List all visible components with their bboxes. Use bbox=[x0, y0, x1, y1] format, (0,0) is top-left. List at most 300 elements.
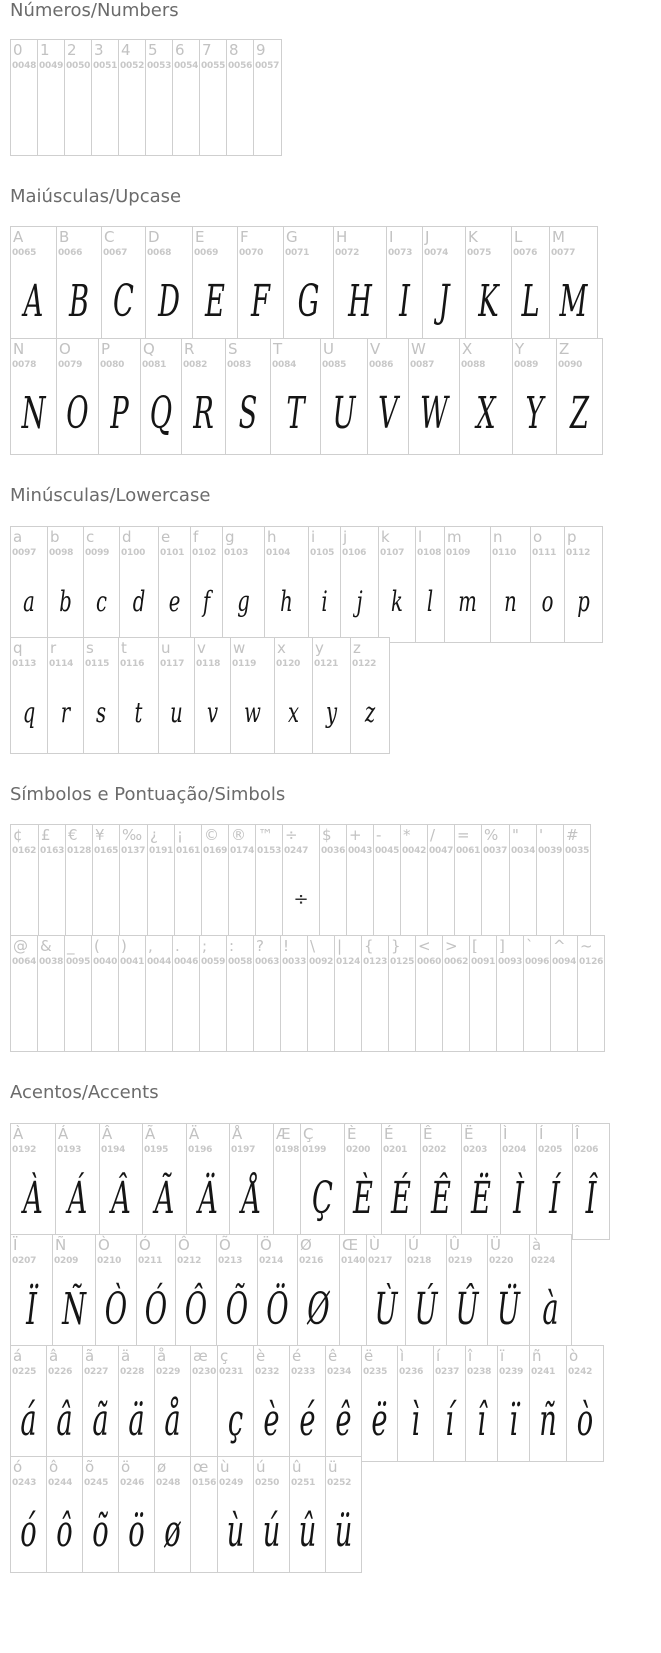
glyph-cell bbox=[566, 1345, 604, 1462]
glyph-cell bbox=[217, 1345, 254, 1462]
glyph-cell bbox=[373, 824, 401, 941]
glyph-sample: ö bbox=[128, 1505, 145, 1557]
glyph-sample: Ö bbox=[266, 1283, 289, 1335]
glyph-sample bbox=[205, 78, 221, 151]
glyph-code-label: 0034 bbox=[511, 846, 536, 856]
glyph-code-label: 0239 bbox=[499, 1367, 524, 1377]
glyph-code-label: 0123 bbox=[363, 957, 388, 967]
glyph-char-label: Î bbox=[575, 1125, 580, 1143]
glyph-sample: h bbox=[280, 584, 293, 618]
glyph-char-label: Ø bbox=[300, 1236, 312, 1254]
glyph-cell bbox=[142, 1123, 187, 1240]
glyph-cell bbox=[490, 526, 531, 643]
glyph-sample: Ù bbox=[374, 1283, 398, 1335]
glyph-cell bbox=[481, 824, 510, 941]
glyph-sample: ò bbox=[576, 1394, 594, 1446]
glyph-code-label: 0106 bbox=[342, 548, 367, 558]
glyph-cell bbox=[46, 1345, 83, 1462]
glyph-cell bbox=[366, 1234, 406, 1351]
glyph-sample bbox=[232, 78, 248, 151]
glyph-sample: ï bbox=[509, 1394, 518, 1446]
glyph-cell bbox=[550, 935, 578, 1052]
glyph-cell bbox=[172, 935, 200, 1052]
glyph-sample bbox=[281, 974, 307, 1047]
glyph-cell bbox=[270, 338, 321, 455]
glyph-char-label: k bbox=[381, 528, 390, 546]
glyph-sample bbox=[259, 78, 276, 151]
glyph-cell bbox=[427, 824, 455, 941]
glyph-code-label: 0210 bbox=[97, 1256, 122, 1266]
glyph-cell bbox=[512, 338, 557, 455]
glyph-char-label: £ bbox=[41, 826, 51, 844]
glyph-cell bbox=[91, 935, 119, 1052]
glyph-char-label: # bbox=[566, 826, 579, 844]
glyph-code-label: 0040 bbox=[93, 957, 118, 967]
glyph-code-label: 0165 bbox=[94, 846, 119, 856]
glyph-char-label: Æ bbox=[276, 1125, 291, 1143]
glyph-char-label: î bbox=[468, 1347, 473, 1365]
glyph-code-label: 0089 bbox=[514, 360, 539, 370]
glyph-sample: à bbox=[542, 1283, 559, 1335]
glyph-sample bbox=[93, 863, 119, 936]
glyph-code-label: 0217 bbox=[368, 1256, 393, 1266]
glyph-char-label: 0 bbox=[13, 41, 23, 59]
glyph-code-label: 0078 bbox=[12, 360, 37, 370]
glyph-cell bbox=[147, 824, 175, 941]
glyph-char-label: A bbox=[13, 228, 24, 246]
glyph-sample: ì bbox=[411, 1394, 420, 1446]
glyph-code-label: 0195 bbox=[144, 1145, 169, 1155]
glyph-cell bbox=[118, 39, 146, 156]
glyph-char-label: æ bbox=[193, 1347, 208, 1365]
glyph-cell bbox=[64, 935, 92, 1052]
glyph-row bbox=[10, 526, 602, 643]
glyph-char-label: ' bbox=[539, 826, 544, 844]
glyph-char-label: ü bbox=[328, 1458, 338, 1476]
glyph-code-label: 0045 bbox=[375, 846, 400, 856]
glyph-char-label: 6 bbox=[175, 41, 185, 59]
glyph-code-label: 0107 bbox=[380, 548, 405, 558]
glyph-sample: k bbox=[391, 584, 403, 618]
glyph-cell bbox=[190, 1456, 218, 1573]
glyph-cell bbox=[98, 338, 141, 455]
glyph-cell bbox=[465, 226, 512, 343]
glyph-sample bbox=[173, 974, 199, 1047]
glyph-cell bbox=[92, 824, 120, 941]
glyph-char-label: í bbox=[436, 1347, 441, 1365]
glyph-char-label: \ bbox=[310, 937, 316, 955]
glyph-char-label: r bbox=[50, 639, 57, 657]
glyph-cell bbox=[386, 226, 423, 343]
glyph-char-label: i bbox=[311, 528, 316, 546]
glyph-code-label: 0121 bbox=[314, 659, 339, 669]
glyph-char-label: ø bbox=[157, 1458, 167, 1476]
glyph-char-label: l bbox=[418, 528, 423, 546]
glyph-row bbox=[10, 338, 602, 455]
glyph-code-label: 0087 bbox=[410, 360, 435, 370]
glyph-cell bbox=[10, 1234, 53, 1351]
glyph-code-label: 0230 bbox=[192, 1367, 217, 1377]
glyph-cell bbox=[367, 338, 409, 455]
glyph-char-label: ‰ bbox=[122, 826, 143, 844]
glyph-sample bbox=[202, 863, 228, 936]
glyph-char-label: Ò bbox=[98, 1236, 110, 1254]
glyph-code-label: 0076 bbox=[513, 248, 538, 258]
glyph-sample bbox=[92, 974, 118, 1047]
glyph-code-label: 0233 bbox=[291, 1367, 316, 1377]
glyph-code-label: 0116 bbox=[120, 659, 145, 669]
glyph-char-label: ô bbox=[49, 1458, 59, 1476]
glyph-cell bbox=[469, 935, 497, 1052]
glyph-code-label: 0072 bbox=[335, 248, 360, 258]
glyph-sample: ÷ bbox=[293, 888, 309, 910]
glyph-sample: Y bbox=[525, 387, 544, 439]
glyph-code-label: 0099 bbox=[85, 548, 110, 558]
glyph-cell bbox=[500, 1123, 537, 1240]
glyph-sample bbox=[229, 863, 255, 936]
glyph-code-label: 0216 bbox=[299, 1256, 324, 1266]
glyph-code-label: 0206 bbox=[574, 1145, 599, 1155]
glyph-cell bbox=[465, 1345, 498, 1462]
glyph-sample: g bbox=[237, 584, 250, 618]
glyph-cell bbox=[10, 1456, 47, 1573]
glyph-sample bbox=[308, 974, 334, 1047]
glyph-cell bbox=[255, 824, 283, 941]
glyph-cell bbox=[10, 338, 57, 455]
glyph-sample: l bbox=[426, 584, 434, 618]
glyph-code-label: 0156 bbox=[192, 1478, 217, 1488]
glyph-char-label: J bbox=[425, 228, 430, 246]
glyph-code-label: 0097 bbox=[12, 548, 37, 558]
glyph-sample: ç bbox=[227, 1394, 244, 1446]
glyph-cell bbox=[118, 1345, 155, 1462]
glyph-code-label: 0065 bbox=[12, 248, 37, 258]
glyph-code-label: 0067 bbox=[103, 248, 128, 258]
glyph-sample: è bbox=[263, 1394, 280, 1446]
glyph-char-label: } bbox=[391, 937, 401, 955]
glyph-cell bbox=[444, 526, 491, 643]
glyph-code-label: 0197 bbox=[231, 1145, 256, 1155]
glyph-sample: ë bbox=[371, 1394, 388, 1446]
glyph-sample: á bbox=[20, 1394, 37, 1446]
glyph-code-label: 0124 bbox=[336, 957, 361, 967]
glyph-char-label: ê bbox=[328, 1347, 338, 1365]
glyph-sample: Â bbox=[111, 1172, 131, 1224]
glyph-sample: w bbox=[244, 695, 261, 729]
glyph-code-label: 0119 bbox=[232, 659, 257, 669]
glyph-code-label: 0201 bbox=[383, 1145, 408, 1155]
glyph-sample: N bbox=[21, 387, 46, 439]
glyph-char-label: ¡ bbox=[177, 826, 184, 844]
glyph-sample bbox=[428, 863, 454, 936]
glyph-sample bbox=[43, 78, 59, 151]
glyph-code-label: 0043 bbox=[348, 846, 373, 856]
glyph-cell bbox=[446, 1234, 488, 1351]
glyph-char-label: Ó bbox=[139, 1236, 151, 1254]
glyph-sample: ä bbox=[128, 1394, 145, 1446]
glyph-code-label: 0200 bbox=[346, 1145, 371, 1155]
glyph-code-label: 0092 bbox=[309, 957, 334, 967]
glyph-sample bbox=[66, 863, 92, 936]
glyph-code-label: 0251 bbox=[291, 1478, 316, 1488]
glyph-char-label: y bbox=[315, 639, 324, 657]
glyph-code-label: 0199 bbox=[302, 1145, 327, 1155]
glyph-cell bbox=[190, 526, 223, 643]
glyph-row bbox=[10, 1234, 571, 1351]
glyph-sample: W bbox=[419, 387, 449, 439]
glyph-char-label: ö bbox=[121, 1458, 131, 1476]
glyph-code-label: 0041 bbox=[120, 957, 145, 967]
glyph-char-label: Û bbox=[449, 1236, 460, 1254]
glyph-sample: ã bbox=[92, 1394, 109, 1446]
glyph-char-label: T bbox=[273, 340, 283, 358]
glyph-sample: ú bbox=[262, 1505, 281, 1557]
glyph-char-label: D bbox=[148, 228, 160, 246]
glyph-code-label: 0084 bbox=[272, 360, 297, 370]
glyph-sample: V bbox=[378, 387, 398, 439]
glyph-char-label: Â bbox=[102, 1125, 113, 1143]
glyph-cell bbox=[47, 637, 84, 754]
glyph-cell bbox=[577, 935, 605, 1052]
glyph-cell bbox=[340, 526, 379, 643]
glyph-cell bbox=[312, 637, 351, 754]
glyph-cell bbox=[487, 1234, 530, 1351]
glyph-code-label: 0114 bbox=[49, 659, 74, 669]
glyph-cell bbox=[511, 226, 550, 343]
glyph-cell bbox=[154, 1456, 191, 1573]
glyph-cell bbox=[56, 338, 99, 455]
glyph-code-label: 0093 bbox=[498, 957, 523, 967]
glyph-code-label: 0070 bbox=[239, 248, 264, 258]
glyph-code-label: 0252 bbox=[327, 1478, 352, 1488]
glyph-cell bbox=[140, 338, 182, 455]
glyph-cell bbox=[319, 824, 347, 941]
glyph-cell bbox=[230, 637, 275, 754]
glyph-char-label: Ç bbox=[303, 1125, 314, 1143]
glyph-code-label: 0100 bbox=[121, 548, 146, 558]
glyph-code-label: 0055 bbox=[201, 61, 226, 71]
glyph-cell bbox=[454, 824, 482, 941]
glyph-char-label: G bbox=[286, 228, 298, 246]
glyph-sample bbox=[416, 974, 442, 1047]
glyph-char-label: z bbox=[353, 639, 361, 657]
glyph-char-label: _ bbox=[67, 937, 75, 955]
glyph-sample: Q bbox=[149, 387, 173, 439]
glyph-cell bbox=[333, 226, 387, 343]
glyph-sample: Ó bbox=[144, 1283, 168, 1335]
glyph-cell bbox=[145, 935, 173, 1052]
glyph-char-label: g bbox=[225, 528, 235, 546]
glyph-code-label: 0105 bbox=[310, 548, 335, 558]
glyph-char-label: - bbox=[376, 826, 382, 844]
glyph-char-label: Ñ bbox=[55, 1236, 67, 1254]
glyph-cell bbox=[237, 226, 284, 343]
glyph-code-label: 0085 bbox=[322, 360, 347, 370]
glyph-char-label: P bbox=[101, 340, 111, 358]
glyph-sample bbox=[401, 863, 427, 936]
glyph-char-label: q bbox=[13, 639, 23, 657]
glyph-cell bbox=[564, 526, 603, 643]
glyph-code-label: 0038 bbox=[39, 957, 64, 967]
glyph-sample: Å bbox=[241, 1172, 262, 1224]
glyph-cell bbox=[530, 526, 565, 643]
glyph-cell bbox=[529, 1345, 567, 1462]
glyph-cell bbox=[181, 338, 226, 455]
section-title-accents: Acentos/Accents bbox=[10, 1082, 159, 1103]
glyph-cell bbox=[388, 935, 416, 1052]
glyph-cell bbox=[216, 1234, 258, 1351]
glyph-code-label: 0225 bbox=[12, 1367, 37, 1377]
glyph-code-label: 0033 bbox=[282, 957, 307, 967]
glyph-code-label: 0102 bbox=[192, 548, 217, 558]
glyph-char-label: € bbox=[68, 826, 78, 844]
glyph-sample: Ú bbox=[414, 1283, 438, 1335]
glyph-code-label: 0112 bbox=[566, 548, 591, 558]
glyph-sample: p bbox=[577, 584, 590, 618]
glyph-code-label: 0056 bbox=[228, 61, 253, 71]
glyph-code-label: 0053 bbox=[147, 61, 172, 71]
glyph-cell bbox=[422, 226, 466, 343]
glyph-code-label: 0037 bbox=[483, 846, 508, 856]
glyph-char-label: ¿ bbox=[150, 826, 158, 844]
glyph-sample bbox=[119, 974, 145, 1047]
glyph-char-label: 5 bbox=[148, 41, 158, 59]
glyph-cell bbox=[199, 39, 227, 156]
glyph-char-label: ~ bbox=[580, 937, 593, 955]
glyph-cell bbox=[433, 1345, 466, 1462]
glyph-char-label: Œ bbox=[342, 1236, 359, 1254]
glyph-sample: U bbox=[332, 387, 356, 439]
glyph-code-label: 0108 bbox=[417, 548, 442, 558]
glyph-row bbox=[10, 39, 281, 156]
glyph-sample: Û bbox=[455, 1283, 479, 1335]
glyph-char-label: á bbox=[13, 1347, 23, 1365]
glyph-sample: j bbox=[356, 584, 363, 618]
glyph-char-label: ] bbox=[499, 937, 505, 955]
glyph-char-label: t bbox=[121, 639, 127, 657]
glyph-code-label: 0191 bbox=[149, 846, 174, 856]
glyph-char-label: & bbox=[40, 937, 52, 955]
glyph-sample: Õ bbox=[225, 1283, 249, 1335]
glyph-code-label: 0051 bbox=[93, 61, 118, 71]
glyph-sample bbox=[70, 78, 86, 151]
glyph-char-label: ^ bbox=[553, 937, 566, 955]
glyph-char-label: o bbox=[533, 528, 543, 546]
glyph-code-label: 0204 bbox=[502, 1145, 527, 1155]
glyph-cell bbox=[381, 1123, 421, 1240]
glyph-cell bbox=[442, 935, 470, 1052]
glyph-char-label: Ä bbox=[189, 1125, 200, 1143]
glyph-sample: A bbox=[23, 275, 44, 327]
glyph-cell bbox=[118, 637, 159, 754]
glyph-sample bbox=[124, 78, 140, 151]
glyph-cell bbox=[46, 1456, 83, 1573]
glyph-sample: q bbox=[22, 695, 36, 729]
glyph-sample: L bbox=[521, 275, 540, 327]
glyph-char-label: v bbox=[197, 639, 206, 657]
glyph-char-label: * bbox=[403, 826, 411, 844]
glyph-char-label: X bbox=[462, 340, 473, 358]
glyph-code-label: 0071 bbox=[285, 248, 310, 258]
glyph-char-label: ú bbox=[256, 1458, 266, 1476]
glyph-char-label: u bbox=[161, 639, 171, 657]
glyph-cell bbox=[536, 824, 564, 941]
glyph-char-label: B bbox=[59, 228, 70, 246]
glyph-cell bbox=[307, 935, 335, 1052]
glyph-sample bbox=[551, 974, 577, 1047]
glyph-code-label: 0128 bbox=[67, 846, 92, 856]
glyph-code-label: 0137 bbox=[121, 846, 146, 856]
glyph-char-label: V bbox=[370, 340, 381, 358]
glyph-cell bbox=[529, 1234, 572, 1351]
glyph-sample: G bbox=[297, 275, 320, 327]
glyph-code-label: 0079 bbox=[58, 360, 83, 370]
glyph-code-label: 0104 bbox=[266, 548, 291, 558]
glyph-cell bbox=[55, 1123, 100, 1240]
glyph-char-label: U bbox=[323, 340, 334, 358]
glyph-cell bbox=[459, 338, 513, 455]
glyph-row bbox=[10, 824, 590, 941]
glyph-cell bbox=[64, 39, 92, 156]
glyph-char-label: Ã bbox=[145, 1125, 156, 1143]
glyph-cell bbox=[154, 1345, 191, 1462]
glyph-char-label: b bbox=[50, 528, 60, 546]
glyph-code-label: 0122 bbox=[352, 659, 377, 669]
glyph-char-label: Å bbox=[232, 1125, 243, 1143]
glyph-char-label: m bbox=[447, 528, 462, 546]
glyph-sample bbox=[254, 974, 280, 1047]
glyph-sample: ê bbox=[335, 1394, 352, 1446]
glyph-sample: û bbox=[298, 1505, 317, 1557]
glyph-sample: Ì bbox=[513, 1172, 524, 1224]
glyph-char-label: ` bbox=[526, 937, 534, 955]
glyph-cell bbox=[190, 1345, 218, 1462]
section-title-upcase: Maiúsculas/Upcase bbox=[10, 186, 182, 207]
glyph-cell bbox=[415, 526, 445, 643]
section-title-numbers: Números/Numbers bbox=[10, 0, 179, 21]
glyph-sample: B bbox=[68, 275, 90, 327]
glyph-cell bbox=[300, 1123, 345, 1240]
glyph-sample: Ü bbox=[497, 1283, 520, 1335]
glyph-cell bbox=[192, 226, 238, 343]
glyph-sample: d bbox=[132, 584, 146, 618]
glyph-char-label: ÷ bbox=[285, 826, 298, 844]
glyph-code-label: 0062 bbox=[444, 957, 469, 967]
glyph-char-label: Ë bbox=[464, 1125, 474, 1143]
glyph-code-label: 0057 bbox=[255, 61, 280, 71]
glyph-code-label: 0111 bbox=[532, 548, 557, 558]
glyph-sample bbox=[16, 78, 32, 151]
glyph-sample: É bbox=[391, 1172, 411, 1224]
glyph-sample: S bbox=[238, 387, 258, 439]
glyph-cell bbox=[297, 1234, 340, 1351]
glyph-char-label: Ù bbox=[369, 1236, 380, 1254]
glyph-code-label: 0213 bbox=[218, 1256, 243, 1266]
glyph-cell bbox=[346, 824, 374, 941]
glyph-char-label: 8 bbox=[229, 41, 239, 59]
glyph-code-label: 0082 bbox=[183, 360, 208, 370]
glyph-char-label: 2 bbox=[67, 41, 77, 59]
glyph-code-label: 0064 bbox=[12, 957, 37, 967]
glyph-code-label: 0095 bbox=[66, 957, 91, 967]
glyph-code-label: 0044 bbox=[147, 957, 172, 967]
glyph-cell bbox=[289, 1345, 326, 1462]
glyph-char-label: M bbox=[552, 228, 565, 246]
glyph-char-label: ã bbox=[85, 1347, 95, 1365]
glyph-code-label: 0050 bbox=[66, 61, 91, 71]
glyph-sample bbox=[362, 974, 388, 1047]
glyph-sample bbox=[279, 1162, 295, 1235]
